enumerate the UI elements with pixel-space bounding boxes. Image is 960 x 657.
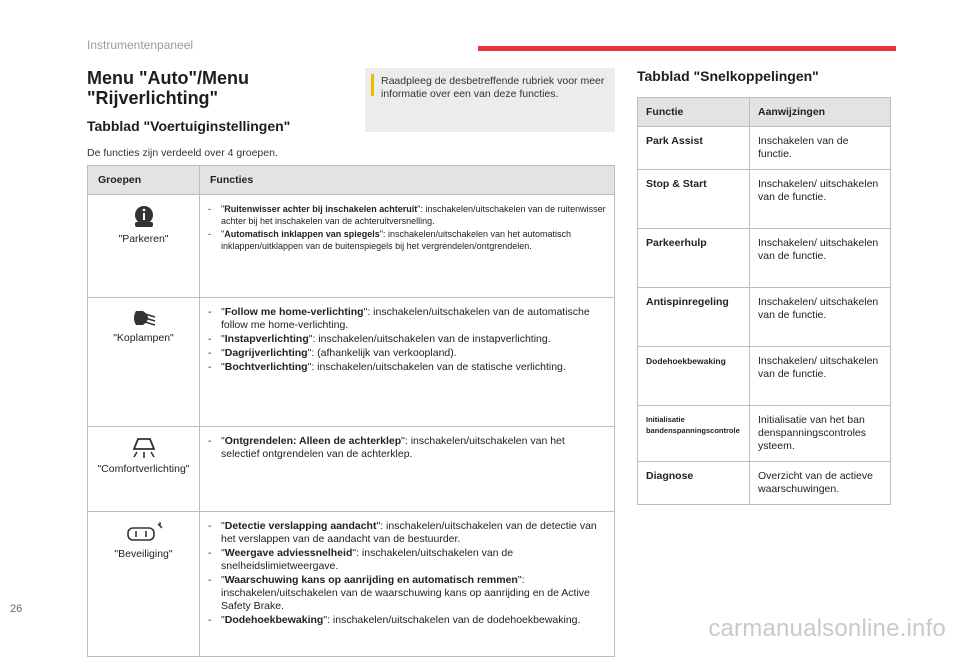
group-cell bbox=[88, 195, 200, 298]
list-item: - "Follow me home-verlichting": inschakelen/uitschakelen van de automatische follow me home-verlichting. bbox=[208, 306, 606, 332]
list-item: - "Weergave adviessnelheid": inschakelen/uitschakelen van de snelheidslimietweergave. bbox=[208, 547, 606, 573]
intro-text: De functies zijn verdeeld over 4 groepen. bbox=[87, 147, 278, 159]
list-item: - "Dodehoekbewaking": inschakelen/uitschakelen van de dodehoekbewaking. bbox=[208, 614, 606, 627]
list-item: - "Automatisch inklappen van spiegels": inschakelen/uitschakelen van het automatisch inklappen/uitklappen van de buitenspiegels bij het vergrendelen/ontgrendelen. bbox=[208, 228, 606, 252]
function-description: : inschakelen/uitschakelen van de automatische follow me home-verlichting. bbox=[221, 306, 590, 331]
function-name: Bochtverlichting bbox=[224, 361, 308, 373]
function-name: Follow me home-verlichting bbox=[224, 306, 364, 318]
table-row bbox=[88, 427, 615, 512]
info-marker-icon bbox=[371, 74, 374, 96]
function-name: Weergave adviessnelheid bbox=[224, 547, 353, 559]
group-label: "Koplampen" bbox=[113, 332, 174, 344]
table-row bbox=[638, 229, 891, 288]
instruction-cell: Inschakelen/ uitschakelen van de functie. bbox=[750, 288, 891, 347]
function-description: : inschakelen/uitschakelen van de instapverlichting. bbox=[312, 333, 551, 345]
function-name: Instapverlichting bbox=[224, 333, 309, 345]
ceiling-light-icon bbox=[130, 437, 158, 459]
table-row bbox=[638, 170, 891, 229]
functions-cell bbox=[200, 512, 615, 657]
group-cell bbox=[88, 427, 200, 512]
function-cell: Stop & Start bbox=[638, 170, 750, 229]
function-description: : inschakelen/uitschakelen van de detectie van het verslappen van de aandacht van de bestuurder. bbox=[221, 520, 597, 545]
safety-lane-icon bbox=[122, 522, 166, 544]
function-name: Automatisch inklappen van spiegels bbox=[224, 229, 380, 239]
car-info-icon bbox=[131, 205, 157, 229]
groups-table bbox=[87, 165, 615, 657]
functions-cell bbox=[200, 195, 615, 298]
info-note bbox=[365, 68, 615, 132]
headlamp-icon bbox=[131, 308, 157, 328]
column-header-function: Functie bbox=[638, 98, 750, 127]
function-name: Waarschuwing kans op aanrijding en automatisch remmen bbox=[224, 574, 518, 586]
function-name: Dagrijverlichting bbox=[224, 347, 308, 359]
table-row bbox=[88, 512, 615, 657]
table-row bbox=[638, 347, 891, 406]
function-cell: Antispinregeling bbox=[638, 288, 750, 347]
table-header-row bbox=[638, 98, 891, 127]
instruction-cell: Inschakelen van de functie. bbox=[750, 127, 891, 170]
section-accent-bar bbox=[478, 46, 896, 51]
group-cell bbox=[88, 512, 200, 657]
function-description: : inschakelen/uitschakelen van het selectief ontgrendelen van de achterklep. bbox=[221, 435, 565, 460]
function-cell: Park Assist bbox=[638, 127, 750, 170]
section-label: Instrumentenpaneel bbox=[87, 38, 194, 52]
group-cell bbox=[88, 298, 200, 427]
instruction-cell: Inschakelen/ uitschakelen van de functie. bbox=[750, 347, 891, 406]
functions-cell bbox=[200, 427, 615, 512]
function-description: : inschakelen/uitschakelen van de snelheidslimietweergave. bbox=[221, 547, 514, 572]
table-header-row bbox=[88, 166, 615, 195]
table-row bbox=[638, 462, 891, 505]
menu-title: Menu "Auto"/Menu "Rijverlichting" bbox=[87, 68, 250, 108]
group-label: "Beveiliging" bbox=[114, 548, 173, 560]
function-cell: Diagnose bbox=[638, 462, 750, 505]
list-item: - "Ontgrendelen: Alleen de achterklep": inschakelen/uitschakelen van het selectief ontgrendelen van de achterklep. bbox=[208, 435, 606, 461]
vehicle-settings-tab-title: Tabblad "Voertuiginstellingen" bbox=[87, 118, 291, 134]
function-name: Ruitenwisser achter bij inschakelen achteruit bbox=[224, 204, 418, 214]
table-row bbox=[88, 298, 615, 427]
function-name: Dodehoekbewaking bbox=[224, 614, 324, 626]
function-cell: Parkeerhulp bbox=[638, 229, 750, 288]
group-label: "Parkeren" bbox=[118, 233, 169, 245]
table-row bbox=[88, 195, 615, 298]
group-label: "Comfortverlichting" bbox=[97, 463, 190, 475]
instruction-cell: Initialisatie van het ban denspanningscontroles ysteem. bbox=[750, 406, 891, 462]
table-row bbox=[638, 288, 891, 347]
list-item: - "Dagrijverlichting": (afhankelijk van verkoopland). bbox=[208, 347, 606, 360]
shortcuts-table bbox=[637, 97, 891, 505]
function-cell: Dodehoekbewaking bbox=[638, 347, 750, 406]
column-header-groups: Groepen bbox=[88, 166, 200, 195]
function-name: Ontgrendelen: Alleen de achterklep bbox=[224, 435, 402, 447]
function-description: : (afhankelijk van verkoopland). bbox=[311, 347, 457, 359]
table-row bbox=[638, 406, 891, 462]
function-description: : inschakelen/uitschakelen van de statische verlichting. bbox=[311, 361, 566, 373]
instruction-cell: Inschakelen/ uitschakelen van de functie. bbox=[750, 229, 891, 288]
instruction-cell: Overzicht van de actieve waarschuwingen. bbox=[750, 462, 891, 505]
list-item: - "Instapverlichting": inschakelen/uitschakelen van de instapverlichting. bbox=[208, 333, 606, 346]
column-header-functions: Functies bbox=[200, 166, 615, 195]
function-description: : inschakelen/uitschakelen van de waarschuwing kans op aanrijding en de Active Safety Brake. bbox=[221, 574, 590, 612]
function-cell: Initialisatie bandenspanningscontrole bbox=[638, 406, 750, 462]
table-row bbox=[638, 127, 891, 170]
function-description: : inschakelen/uitschakelen van de dodehoekbewaking. bbox=[327, 614, 581, 626]
list-item: - "Waarschuwing kans op aanrijding en automatisch remmen": inschakelen/uitschakelen van de waarschuwing kans op aanrijding en de Active Safety Brake. bbox=[208, 574, 606, 613]
column-header-instructions: Aanwijzingen bbox=[750, 98, 891, 127]
function-description: : inschakelen/uitschakelen van de ruitenwisser achter bij het inschakelen van de achteruitversnelling. bbox=[221, 204, 606, 226]
list-item: - "Detectie verslapping aandacht": inschakelen/uitschakelen van de detectie van het verslappen van de aandacht van de bestuurder. bbox=[208, 520, 606, 546]
info-note-text: Raadpleeg de desbetreffende rubriek voor meer informatie over een van deze functies. bbox=[381, 75, 605, 100]
instruction-cell: Inschakelen/ uitschakelen van de functie. bbox=[750, 170, 891, 229]
function-name: Detectie verslapping aandacht bbox=[224, 520, 377, 532]
page-number: 26 bbox=[10, 603, 23, 615]
functions-cell bbox=[200, 298, 615, 427]
list-item: - "Bochtverlichting": inschakelen/uitschakelen van de statische verlichting. bbox=[208, 361, 606, 374]
function-description: : inschakelen/uitschakelen van het automatisch inklappen/uitklappen van de buitenspiegels bij het vergrendelen/ontgrendelen. bbox=[221, 229, 572, 251]
watermark: carmanualsonline.info bbox=[708, 615, 946, 642]
shortcuts-tab-title: Tabblad "Snelkoppelingen" bbox=[637, 68, 819, 84]
list-item: - "Ruitenwisser achter bij inschakelen achteruit": inschakelen/uitschakelen van de ruitenwisser achter bij het inschakelen van de achteruitversnelling. bbox=[208, 203, 606, 227]
